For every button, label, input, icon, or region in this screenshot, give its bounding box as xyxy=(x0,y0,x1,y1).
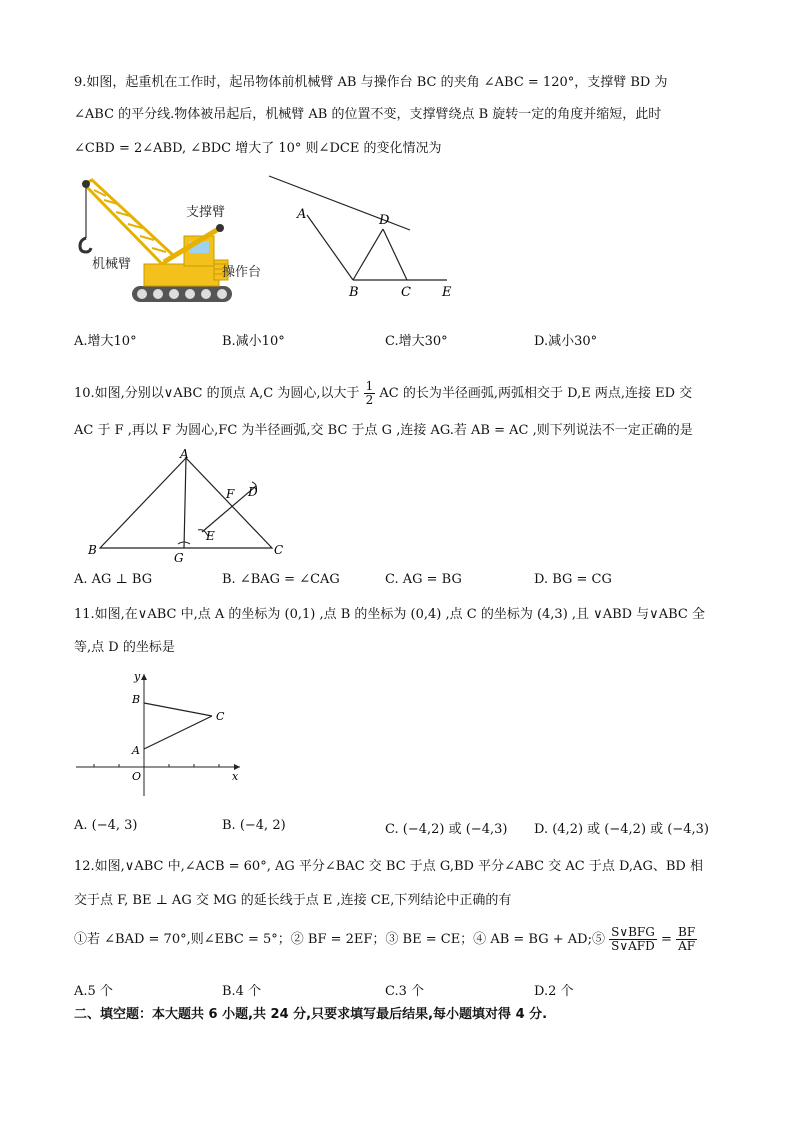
q12-area-fraction xyxy=(609,926,657,953)
q9-label-e: E xyxy=(442,285,452,300)
q12-equals: = xyxy=(660,932,672,947)
q12-option-d: D.2 个 xyxy=(534,984,574,999)
q10-label-e: E xyxy=(206,529,215,543)
section-2-heading: 二、填空题：本大题共 6 小题,共 24 分,只要求填写最后结果,每小题填对得 4 分. xyxy=(74,1007,548,1022)
q12-frac2-den: AF xyxy=(678,939,696,953)
q11-line-2: 等,点 D 的坐标是 xyxy=(74,640,175,655)
q11-option-a: A. (−4, 3) xyxy=(74,818,138,833)
q12-option-b: B.4 个 xyxy=(222,984,262,999)
q10-label-a: A xyxy=(180,447,189,461)
q12-option-c: C.3 个 xyxy=(385,984,425,999)
q12-frac-den: S∨AFD xyxy=(611,939,655,953)
q12-frac2-num: BF xyxy=(678,925,696,939)
q11-coordinate-figure xyxy=(74,668,254,798)
q9-label-a: A xyxy=(297,207,307,222)
q10-label-c: C xyxy=(274,543,284,557)
q12-line-3a: ①若 ∠BAD = 70°,则∠EBC = 5°；② BF = 2EF；③ BE = CE；④ AB = BG + AD;⑤ xyxy=(74,932,605,947)
q11-label-a: A xyxy=(132,744,140,757)
q11-option-b: B. (−4, 2) xyxy=(222,818,286,833)
crane-label-platform: 操作台 xyxy=(222,265,262,280)
q10-fraction xyxy=(364,380,376,407)
q11-label-b: B xyxy=(132,693,141,706)
q9-option-b: B.减小10° xyxy=(222,334,285,349)
q9-option-c: C.增大30° xyxy=(385,334,448,349)
q11-option-d: D. (4,2) 或 (−4,2) 或 (−4,3) xyxy=(534,822,709,837)
q10-option-a: A. AG ⊥ BG xyxy=(74,572,153,587)
crane-illustration xyxy=(74,176,262,306)
q12-line-2: 交于点 F, BE ⊥ AG 交 MG 的延长线于点 E ,连接 CE,下列结论中正确的有 xyxy=(74,893,512,908)
q10-line-1 xyxy=(74,380,692,407)
q10-label-f: F xyxy=(226,487,235,501)
q10-label-g: G xyxy=(174,551,184,565)
q11-line-1: 11.如图,在∨ABC 中,点 A 的坐标为 (0,1) ,点 B 的坐标为 (0,4) ,点 C 的坐标为 (4,3) ,且 ∨ABD 与∨ABC 全 xyxy=(74,607,705,622)
q11-label-y: y xyxy=(134,670,141,683)
q10-line-1a: 10.如图,分别以∨ABC 的顶点 A,C 为圆心,以大于 xyxy=(74,386,360,401)
q12-line-3 xyxy=(74,926,697,953)
q11-label-origin: O xyxy=(132,770,142,783)
q10-line-2: AC 于 F ,再以 F 为圆心,FC 为半径画弧,交 BC 于点 G ,连接 AG.若 AB = AC ,则下列说法不一定正确的是 xyxy=(74,423,693,438)
q12-line-1: 12.如图,∨ABC 中,∠ACB = 60°, AG 平分∠BAC 交 BC 于点 G,BD 平分∠ABC 交 AC 于点 D,AG、BD 相 xyxy=(74,859,703,874)
q11-option-c: C. (−4,2) 或 (−4,3) xyxy=(385,822,508,837)
q10-frac-num: 1 xyxy=(365,379,374,393)
q10-option-d: D. BG = CG xyxy=(534,572,612,587)
q9-option-a: A.增大10° xyxy=(74,334,137,349)
q12-option-a: A.5 个 xyxy=(74,984,113,999)
q12-ratio-fraction xyxy=(676,926,697,953)
q10-label-d: D xyxy=(248,485,258,499)
q10-label-b: B xyxy=(88,543,97,557)
q9-option-d: D.减小30° xyxy=(534,334,598,349)
q10-option-b: B. ∠BAG = ∠CAG xyxy=(222,572,340,587)
q9-line-2: ∠ABC 的平分线.物体被吊起后，机械臂 AB 的位置不变，支撑臂绕点 B 旋转一定的角度并缩短，此时 xyxy=(74,107,662,122)
q10-geometry-figure xyxy=(86,448,296,568)
q12-frac-num: S∨BFG xyxy=(611,925,655,939)
q9-label-d: D xyxy=(379,213,390,228)
q9-label-c: C xyxy=(401,285,411,300)
q9-line-3: ∠CBD = 2∠ABD, ∠BDC 增大了 10° 则∠DCE 的变化情况为 xyxy=(74,141,442,156)
q9-label-b: B xyxy=(349,285,359,300)
q10-line-1b: AC 的长为半径画弧,两弧相交于 D,E 两点,连接 ED 交 xyxy=(379,386,693,401)
q11-label-x: x xyxy=(232,770,239,783)
q10-option-c: C. AG = BG xyxy=(385,572,462,587)
crane-label-arm: 机械臂 xyxy=(92,257,132,272)
q10-frac-den: 2 xyxy=(365,393,374,407)
q9-geometry-figure xyxy=(265,172,465,302)
q9-line-1: 9.如图，起重机在工作时，起吊物体前机械臂 AB 与操作台 BC 的夹角 ∠ABC = 120°，支撑臂 BD 为 xyxy=(74,75,668,90)
q11-label-c: C xyxy=(216,710,225,723)
crane-label-support: 支撑臂 xyxy=(186,205,226,220)
